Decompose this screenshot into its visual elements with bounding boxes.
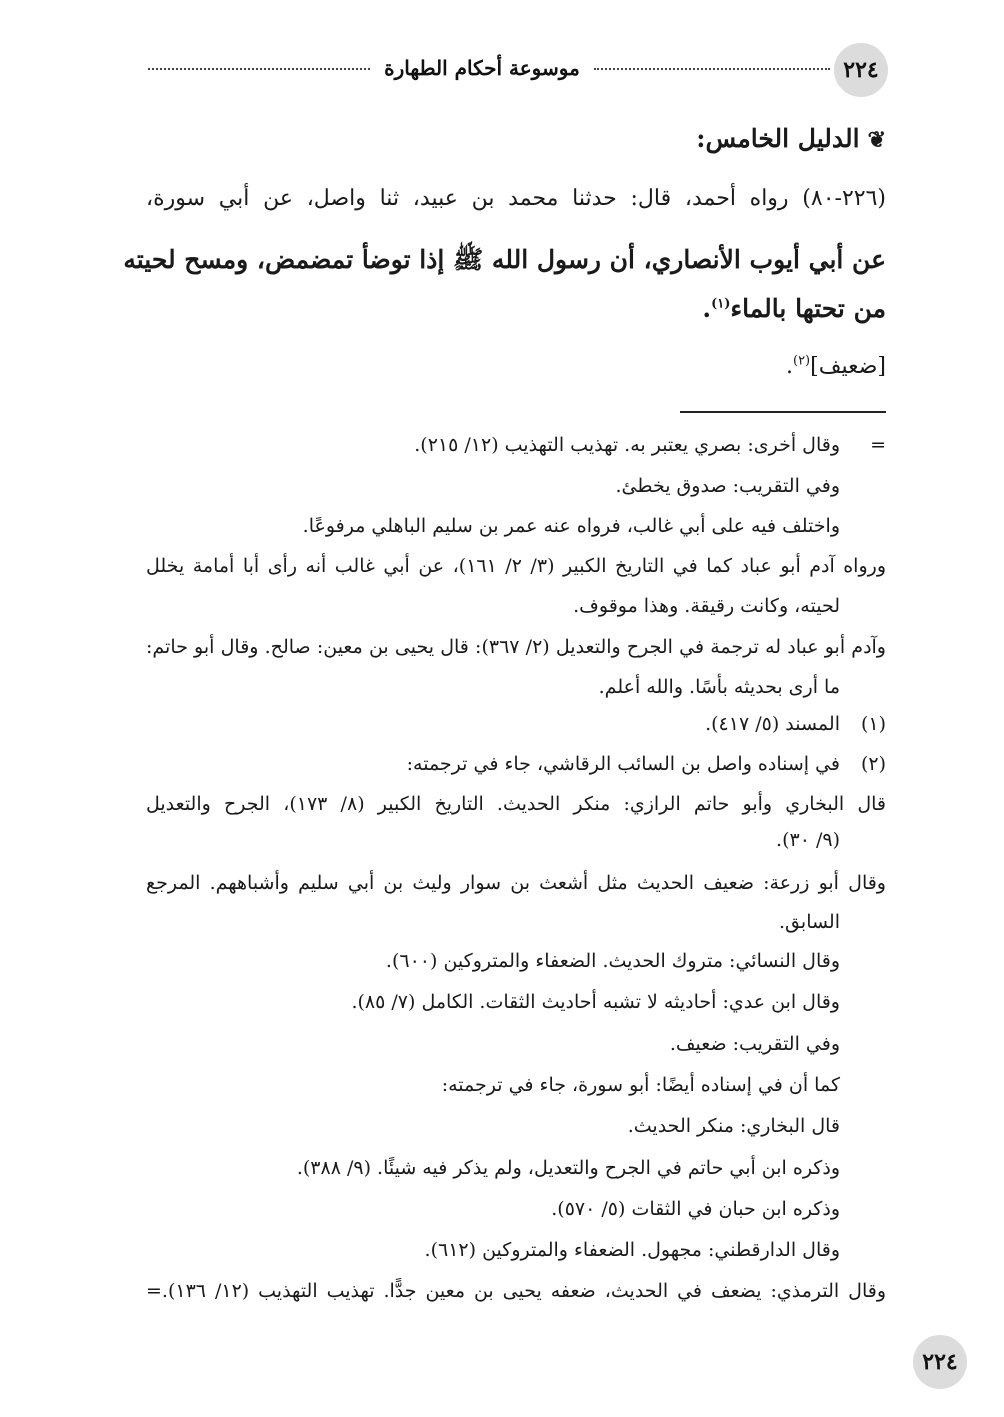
footer-page-number: ٢٢٤	[922, 1349, 958, 1375]
footnote-2-line: في إسناده واصل بن السائب الرقاشي، جاء في ترجمته:	[406, 753, 840, 775]
footnote-2-line: وفي التقريب: ضعيف.	[669, 1033, 840, 1055]
footnote-1-marker: (١)	[860, 713, 886, 735]
section-heading: ❦الدليل الخامس:	[696, 124, 886, 153]
footnote-2-line: قال البخاري: منكر الحديث.	[627, 1115, 840, 1137]
footnote-line: وفي التقريب: صدوق يخطئ.	[615, 475, 840, 497]
footnote-2-line: السابق.	[779, 911, 840, 933]
header-dots-left	[148, 68, 370, 70]
footnote-2-line: وقال الترمذي: يضعف في الحديث، ضعفه يحيى بن معين جدًّا. تهذيب التهذيب (١٢/ ١٣٦).=	[146, 1280, 886, 1302]
running-title: موسوعة أحكام الطهارة	[384, 56, 580, 80]
header-dots-right	[594, 68, 830, 70]
footnote-line: وآدم أبو عباد له ترجمة في الجرح والتعديل (٢/ ٣٦٧): قال يحيى بن معين: صالح. وقال أبو حاتم:	[146, 636, 886, 658]
hadith-text-line: عن أبي أيوب الأنصاري، أن رسول الله ﷺ إذا توضأ تمضمض، ومسح لحيته	[123, 245, 886, 274]
footnote-2-marker: (٢)	[860, 753, 886, 775]
footnote-ref-2[interactable]: (٢)	[792, 353, 811, 369]
footnote-ref-1[interactable]: (١)	[711, 296, 731, 312]
footnote-2-line: قال البخاري وأبو حاتم الرازي: منكر الحديث. التاريخ الكبير (٨/ ١٧٣)، الجرح والتعديل	[146, 793, 887, 815]
continuation-marker: =	[870, 434, 886, 456]
footnote-2-line: وقال النسائي: متروك الحديث. الضعفاء والمتروكين (٦٠٠).	[385, 950, 840, 972]
hadith-grade: [ضعيف]$^{(٢)}$.	[785, 353, 886, 379]
footnote-2-line: وقال أبو زرعة: ضعيف الحديث مثل أشعث بن سوار وليث بن أبي سليم وأشباههم. المرجع	[146, 872, 886, 894]
hadith-chain-line: (٢٢٦-٨٠) رواه أحمد، قال: حدثنا محمد بن عبيد، ثنا واصل، عن أبي سورة،	[146, 186, 886, 211]
page-number: ٢٢٤	[843, 57, 879, 83]
footnote-line: ما أرى بحديثه بأسًا. والله أعلم.	[598, 676, 840, 698]
footnote-2-line: (٩/ ٣٠).	[776, 829, 840, 851]
footnote-line: وقال أخرى: بصري يعتبر به. تهذيب التهذيب (١٢/ ٢١٥).	[414, 434, 840, 456]
footnote-1-text: المسند (٥/ ٤١٧).	[705, 713, 840, 735]
footnote-line: واختلف فيه على أبي غالب، فرواه عنه عمر بن سليم الباهلي مرفوعًا.	[302, 515, 840, 537]
footnote-2-line: وذكره ابن أبي حاتم في الجرح والتعديل، ولم يذكر فيه شيئًا. (٩/ ٣٨٨).	[296, 1157, 840, 1179]
footnote-2-line: وقال الدارقطني: مجهول. الضعفاء والمتروكين (٦١٢).	[424, 1239, 840, 1261]
footnote-2-line: كما أن في إسناده أيضًا: أبو سورة، جاء في ترجمته:	[441, 1074, 840, 1096]
footer-page-number-badge	[913, 1335, 967, 1389]
footnote-separator	[680, 411, 886, 413]
footnote-2-line: وقال ابن عدي: أحاديثه لا تشبه أحاديث الثقات. الكامل (٧/ ٨٥).	[351, 991, 840, 1013]
footnote-2-line: وذكره ابن حبان في الثقات (٥/ ٥٧٠).	[551, 1198, 840, 1220]
footnote-line: ورواه آدم أبو عباد كما في التاريخ الكبير (٣/ ٢/ ١٦١)، عن أبي غالب أنه رأى أبا أمامة يخلل	[146, 555, 886, 577]
page-number-badge	[834, 43, 888, 97]
hadith-text-line-end: من تحتها بالماء$^{(١)}$.	[702, 294, 886, 323]
leaf-ornament-icon: ❦	[867, 127, 886, 153]
footnote-line: لحيته، وكانت رقيقة. وهذا موقوف.	[573, 595, 840, 617]
